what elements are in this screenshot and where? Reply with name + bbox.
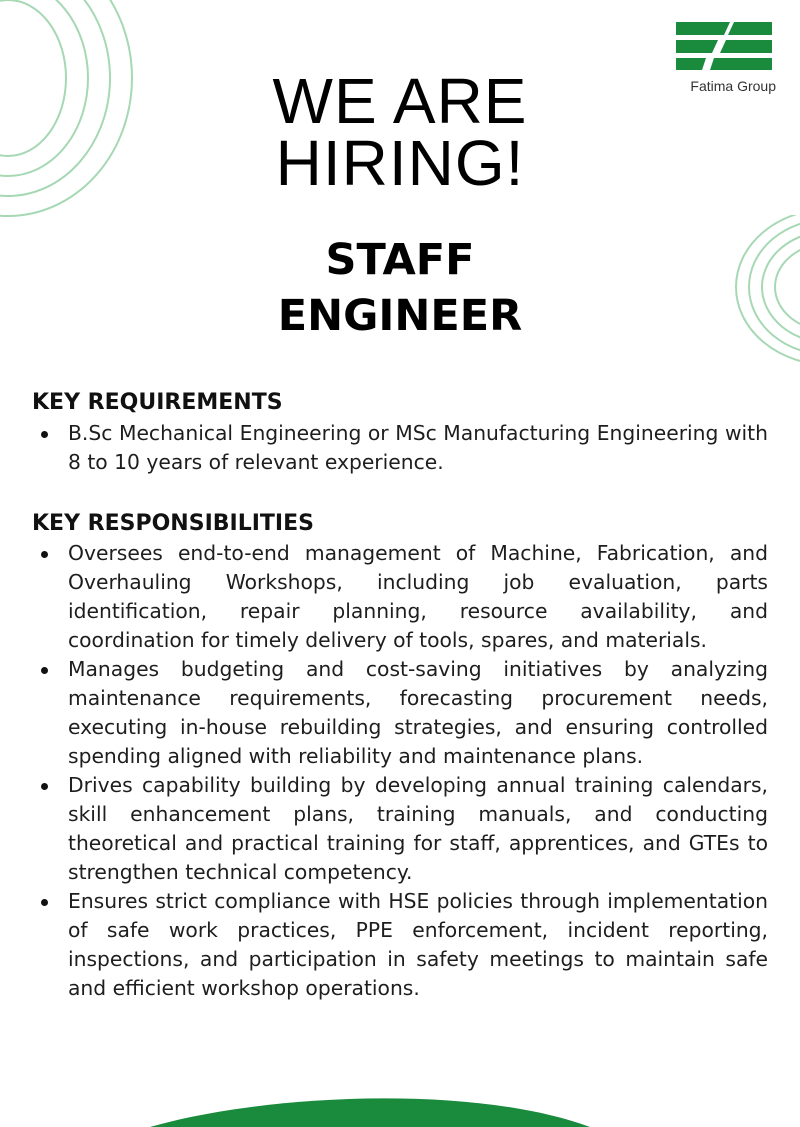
key-requirements-list (38, 419, 768, 477)
requirement-item: B.Sc Mechanical Engineering or MSc Manufacturing Engineering with 8 to 10 years of relevant experience. (38, 419, 768, 477)
responsibility-item: Manages budgeting and cost-saving initiatives by analyzing maintenance requirements, forecasting procurement needs, executing in-house rebuilding strategies, and ensuring controlled spending aligned with reliability and maintenance plans. (38, 655, 768, 771)
responsibility-item: Ensures strict compliance with HSE policies through implementation of safe work practices, PPE enforcement, incident reporting, inspections, and participation in safety meetings to maintain safe and efficient workshop operations. (38, 887, 768, 1003)
hiring-headline-line1: WE ARE (272, 65, 528, 137)
hiring-headline (0, 65, 800, 199)
logo-mark-icon (672, 18, 776, 74)
green-wave-bottom (0, 1087, 800, 1127)
job-title-line1: STAFF (325, 235, 475, 285)
logo-company-name: Fatima Group (690, 78, 776, 94)
hiring-headline-line2: HIRING! (275, 127, 525, 199)
job-title (0, 232, 800, 344)
key-responsibilities-list (38, 539, 768, 1003)
responsibility-item: Drives capability building by developing annual training calendars, skill enhancement plans, training manuals, and conducting theoretical and practical training for staff, apprentices, and GTEs to strengthen technical competency. (38, 771, 768, 887)
responsibility-item: Oversees end-to-end management of Machine, Fabrication, and Overhauling Workshops, including job evaluation, parts identification, repair planning, resource availability, and coordination for timely delivery of tools, spares, and materials. (38, 539, 768, 655)
key-responsibilities-heading: KEY RESPONSIBILITIES (32, 511, 314, 536)
key-requirements-heading: KEY REQUIREMENTS (32, 390, 283, 415)
job-title-line2: ENGINEER (277, 291, 523, 341)
